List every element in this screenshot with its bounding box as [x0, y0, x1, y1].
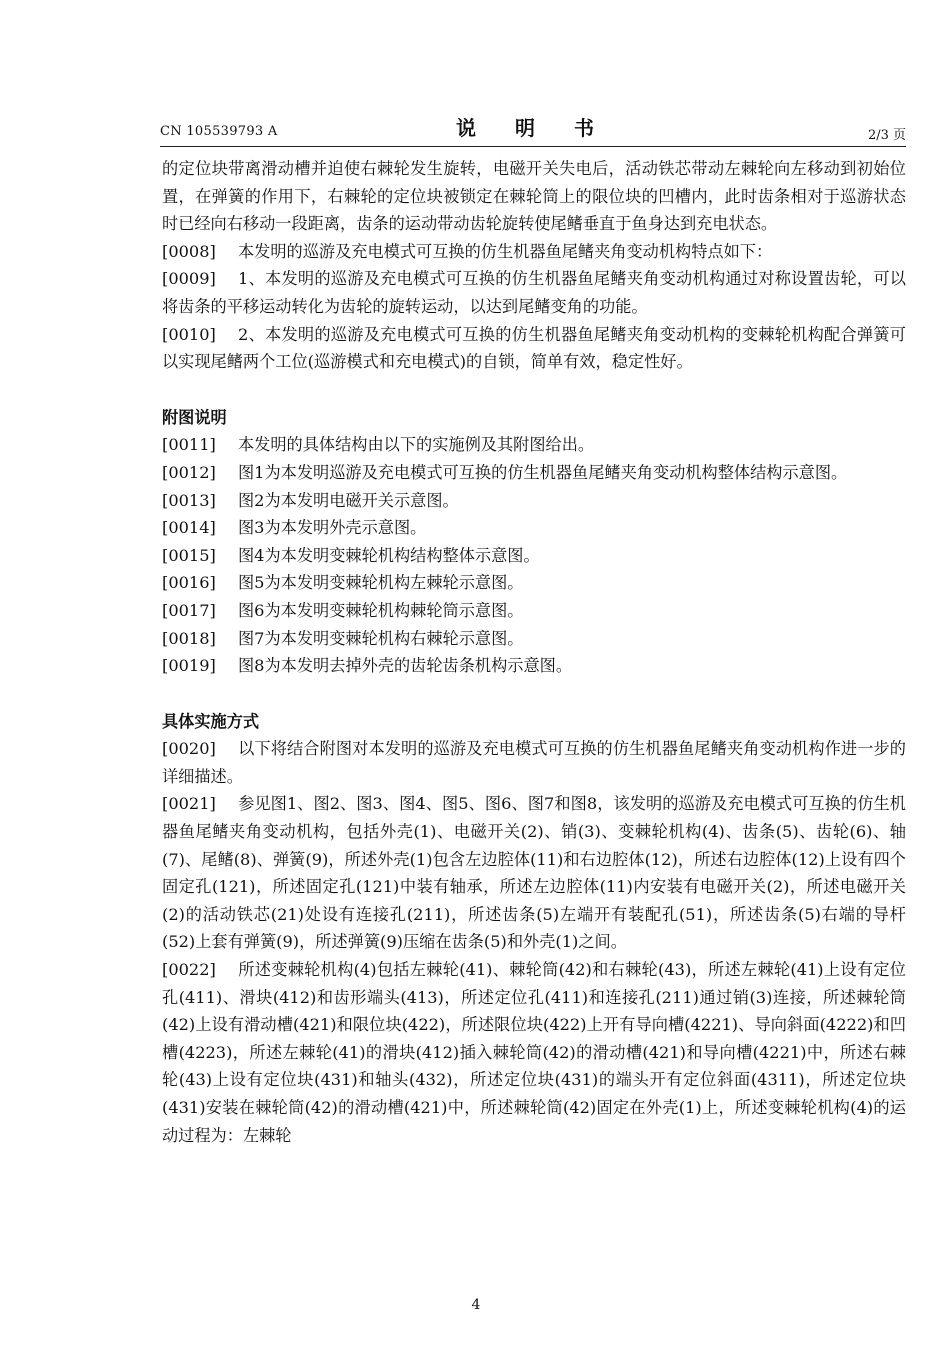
paragraph-group-figures: [162, 431, 906, 679]
paragraph-number: [0019]: [162, 656, 216, 676]
paragraph-text: 1、本发明的巡游及充电模式可互换的仿生机器鱼尾鳍夹角变动机构通过对称设置齿轮，可以将齿条的平移运动转化为齿轮的旋转运动，以达到尾鳍变角的功能。: [162, 269, 906, 316]
document-body: [162, 155, 906, 1149]
paragraph-text: 图1为本发明巡游及充电模式可互换的仿生机器鱼尾鳍夹角变动机构整体结构示意图。: [238, 462, 848, 482]
paragraph-number: [0015]: [162, 545, 216, 565]
document-number: CN 105539793 A: [160, 124, 278, 139]
paragraph-text: 图5为本发明变棘轮机构左棘轮示意图。: [238, 573, 524, 593]
paragraph-text: 图4为本发明变棘轮机构结构整体示意图。: [238, 545, 540, 565]
paragraph-number: [0013]: [162, 490, 216, 510]
paragraph-number: [0017]: [162, 600, 216, 620]
paragraph-group-features: [162, 238, 906, 376]
numbered-paragraph: [162, 652, 906, 680]
numbered-paragraph: [162, 487, 906, 515]
numbered-paragraph: [162, 625, 906, 653]
paragraph-number: [0012]: [162, 462, 216, 482]
numbered-paragraph: [162, 238, 906, 266]
numbered-paragraph: [162, 956, 906, 1149]
numbered-paragraph: [162, 431, 906, 459]
paragraph-group-embodiment: [162, 735, 906, 1149]
paragraph-number: [0010]: [162, 324, 216, 344]
continuation-paragraph: 的定位块带离滑动槽并迫使右棘轮发生旋转，电磁开关失电后，活动铁芯带动左棘轮向左移动到初始位置，在弹簧的作用下，右棘轮的定位块被锁定在棘轮筒上的限位块的凹槽内，此时齿条相对于巡游状态时已经向右移动一段距离，齿条的运动带动齿轮旋转使尾鳍垂直于鱼身达到充电状态。: [162, 159, 906, 234]
paragraph-text: 图6为本发明变棘轮机构棘轮筒示意图。: [238, 600, 524, 620]
paragraph-number: [0018]: [162, 628, 216, 648]
paragraph-number: [0021]: [162, 794, 216, 814]
paragraph-number: [0011]: [162, 435, 216, 455]
section-heading-embodiment: 具体实施方式: [162, 711, 260, 731]
paragraph-text: 本发明的具体结构由以下的实施例及其附图给出。: [238, 435, 595, 455]
paragraph-text: 本发明的巡游及充电模式可互换的仿生机器鱼尾鳍夹角变动机构特点如下：: [238, 241, 773, 261]
paragraph-text: 2、本发明的巡游及充电模式可互换的仿生机器鱼尾鳍夹角变动机构的变棘轮机构配合弹簧可以实现尾鳍两个工位(巡游模式和充电模式)的自锁，简单有效，稳定性好。: [162, 324, 906, 372]
paragraph-text: 以下将结合附图对本发明的巡游及充电模式可互换的仿生机器鱼尾鳍夹角变动机构作进一步的详细描述。: [162, 739, 906, 786]
paragraph-number: [0008]: [162, 241, 216, 261]
numbered-paragraph: [162, 542, 906, 570]
paragraph-number: [0016]: [162, 573, 216, 593]
numbered-paragraph: [162, 265, 906, 320]
numbered-paragraph: [162, 514, 906, 542]
numbered-paragraph: [162, 569, 906, 597]
paragraph-number: [0022]: [162, 960, 216, 980]
paragraph-text: 参见图1、图2、图3、图4、图5、图6、图7和图8，该发明的巡游及充电模式可互换的仿生机器鱼尾鳍夹角变动机构，包括外壳(1)、电磁开关(2)、销(3)、变棘轮机构(4)、齿条(5)、齿轮(6)、轴(7)、尾鳍(8)、弹簧(9)，所述外壳(1)包含左边腔体(11)和右边腔体(12)，所述右边腔体(12)上设有四个固定孔(121)，所述固定孔(121)中装有轴承，所述左边腔体(11)内安装有电磁开关(2)，所述电磁开关(2)的活动铁芯(21)处设有连接孔(211)，所述齿条(5)左端开有装配孔(51)，所述齿条(5)右端的导杆(52)上套有弹簧(9)，所述弹簧(9)压缩在齿条(5)和外壳(1)之间。: [162, 794, 906, 952]
numbered-paragraph: [162, 459, 906, 487]
paragraph-text: 所述变棘轮机构(4)包括左棘轮(41)、棘轮筒(42)和右棘轮(43)，所述左棘轮(41)上设有定位孔(411)、滑块(412)和齿形端头(413)，所述定位孔(411)和连接孔(211)通过销(3)连接，所述棘轮筒(42)上设有滑动槽(421)和限位块(422)，所述限位块(422)上开有导向槽(4221)、导向斜面(4222)和凹槽(4223)，所述左棘轮(41)的滑块(412)插入棘轮筒(42)的滑动槽(421)和导向槽(4221)中，所述右棘轮(43)上设有定位块(431)和轴头(432)，所述定位块(431)的端头开有定位斜面(4311)，所述定位块(431)安装在棘轮筒(42)的滑动槽(421)中，所述棘轮筒(42)固定在外壳(1)上，所述变棘轮机构(4)的运动过程为：左棘轮: [162, 960, 906, 1145]
section-heading-figures: 附图说明: [162, 407, 227, 427]
numbered-paragraph: [162, 597, 906, 625]
paragraph-text: 图3为本发明外壳示意图。: [238, 518, 427, 538]
page-header: [160, 112, 906, 144]
numbered-paragraph: [162, 321, 906, 376]
paragraph-number: [0009]: [162, 269, 216, 289]
document-title: 说 明 书: [456, 116, 610, 140]
header-rule: [160, 146, 906, 147]
page-number: 4: [471, 1297, 481, 1313]
paragraph-text: 图8为本发明去掉外壳的齿轮齿条机构示意图。: [238, 656, 573, 676]
paragraph-text: 图2为本发明电磁开关示意图。: [238, 490, 459, 510]
numbered-paragraph: [162, 735, 906, 790]
paragraph-number: [0014]: [162, 518, 216, 538]
page-indicator: 2/3 页: [867, 128, 906, 143]
paragraph-number: [0020]: [162, 739, 216, 759]
numbered-paragraph: [162, 790, 906, 956]
paragraph-text: 图7为本发明变棘轮机构右棘轮示意图。: [238, 628, 524, 648]
